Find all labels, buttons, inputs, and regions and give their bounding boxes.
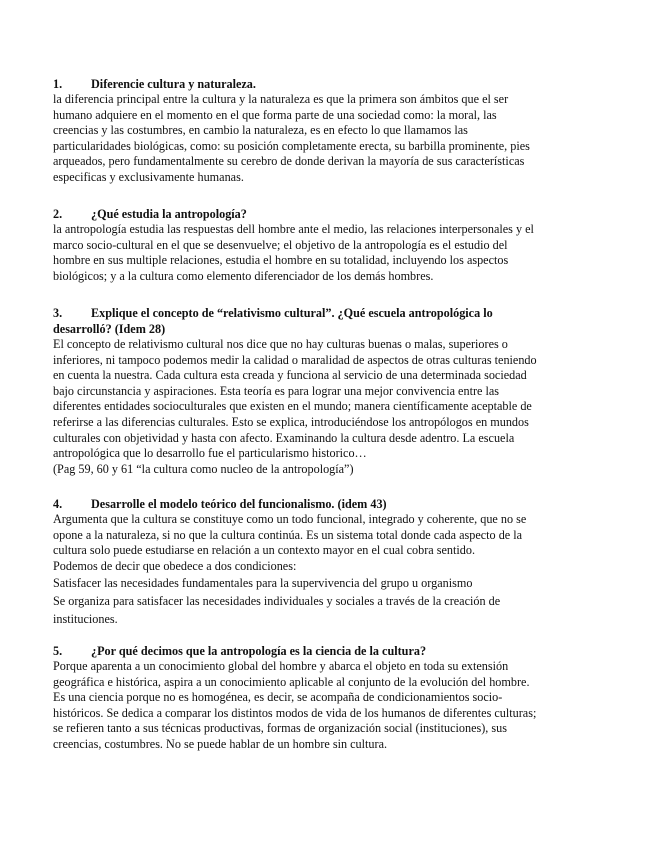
paragraph-line: creencias y las costumbres, en cambio la naturaleza, es en efecto lo que llamamos las	[53, 123, 468, 138]
paragraph-line: históricos. Se dedica a comparar los distintos modos de vida de los humanos de diferentes culturas;	[53, 705, 537, 720]
paragraph-line: humano adquiere en el momento en el que forma parte de una sociedad como: la moral, las	[53, 107, 497, 122]
paragraph-line: Argumenta que la cultura se constituye como un todo funcional, integrado y coherente, que no se	[53, 512, 527, 526]
section-3-heading	[53, 305, 573, 321]
paragraph-line: en cuenta la nuestra. Cada cultura esta creada y funciona al servicio de una determinada sociedad	[53, 368, 527, 383]
paragraph-line: la antropología estudia las respuestas dell hombre ante el medio, las relaciones interpersonales y el	[53, 222, 534, 236]
section-title: ¿Qué estudia la antropología?	[91, 207, 247, 221]
section-title: Diferencie cultura y naturaleza.	[91, 77, 256, 91]
paragraph-line: particularidades biológicas, como: su posición completamente erecta, su barbilla prominente, pies	[53, 138, 530, 153]
paragraph-line: la diferencia principal entre la cultura y la naturaleza es que la primera son ámbitos que el ser	[53, 92, 509, 106]
list-line: instituciones.	[53, 612, 118, 627]
section-5	[53, 643, 573, 753]
paragraph-line: hombre en sus multiple relaciones, estudia el hombre en su totalidad, incluyendo los aspectos	[53, 253, 509, 268]
paragraph-line: Es una ciencia porque no es homogénea, es decir, se acompaña de condicionamientos socio-	[53, 690, 503, 705]
paragraph-line: opone a la naturaleza, si no que la cultura continúa. Es un sistema total donde cada aspecto de la	[53, 527, 523, 542]
paragraph-line: especificas y exclusivamente humanas.	[53, 169, 244, 184]
section-2-heading	[53, 206, 573, 222]
paragraph-line: antropológica que lo desarrollo fue el particularismo historico…	[53, 446, 367, 461]
section-number: 2.	[53, 207, 63, 221]
paragraph-line: El concepto de relativismo cultural nos dice que no hay culturas buenas o malas, superiores o	[53, 337, 508, 351]
paragraph-line: culturales con objetividad y hasta con afecto. Examinando la cultura desde adentro. La escuela	[53, 430, 515, 445]
paragraph-line: Podemos de decir que obedece a dos condiciones:	[53, 558, 297, 573]
section-4	[53, 496, 573, 628]
paragraph-line: se refieren tanto a sus técnicas productivas, formas de organización social (instituciones), sus	[53, 721, 507, 736]
paragraph-line: (Pag 59, 60 y 61 “la cultura como nucleo de la antropología”)	[53, 461, 354, 476]
paragraph-line: cultura solo puede estudiarse en relación a un contexto mayor en el cual cobra sentido.	[53, 543, 476, 558]
section-number: 4.	[53, 497, 63, 511]
section-number: 5.	[53, 644, 63, 658]
paragraph-line: creencias, costumbres. No se puede hablar de un hombre sin cultura.	[53, 736, 388, 751]
section-1-heading	[53, 76, 573, 92]
section-3-heading-continued: desarrolló? (Idem 28)	[53, 322, 166, 336]
paragraph-line: geográfica e histórica, aspira a un conocimiento aplicable al conjunto de la evolución del hombre.	[53, 674, 530, 689]
section-title: ¿Por qué decimos que la antropología es la ciencia de la cultura?	[91, 644, 427, 658]
section-title: Explique el concepto de “relativismo cultural”. ¿Qué escuela antropológica lo	[91, 306, 493, 320]
section-5-heading	[53, 643, 573, 659]
section-4-heading	[53, 496, 573, 512]
paragraph-line: Porque aparenta a un conocimiento global del hombre y abarca el objeto en toda su extensión	[53, 659, 509, 673]
section-1	[53, 76, 573, 186]
section-2	[53, 206, 573, 284]
section-number: 1.	[53, 77, 63, 91]
section-title: Desarrolle el modelo teórico del funcionalismo. (idem 43)	[91, 497, 387, 511]
paragraph-line: inferiores, ni tampoco podemos medir la calidad o maralidad de aspectos de otras culturas teniendo	[53, 352, 537, 367]
list-line: Se organiza para satisfacer las necesidades individuales y sociales a través de la creación de	[53, 594, 501, 609]
paragraph-line: arqueados, pero fundamentalmente su cerebro de donde derivan la mayoría de sus características	[53, 154, 525, 169]
section-3	[53, 305, 573, 477]
section-number: 3.	[53, 306, 63, 320]
paragraph-line: referirse a las diferencias culturales. Esto se explica, introduciéndose los antropólogos en mundos	[53, 414, 529, 429]
paragraph-line: bajo circunstancia y aspiraciones. Esta teoría es para lograr una mejor convivencia entre las	[53, 383, 500, 398]
list-line: Satisfacer las necesidades fundamentales para la supervivencia del grupo u organismo	[53, 576, 473, 591]
paragraph-line: biológicos; y a la cultura como elemento diferenciador de los demás hombres.	[53, 268, 434, 283]
paragraph-line: marco socio-cultural en el que se desenvuelve; el objetivo de la antropología es el estudio del	[53, 237, 508, 252]
paragraph-line: diferentes entidades socioculturales que existen en el mundo; manera científicamente aceptable de	[53, 399, 532, 414]
